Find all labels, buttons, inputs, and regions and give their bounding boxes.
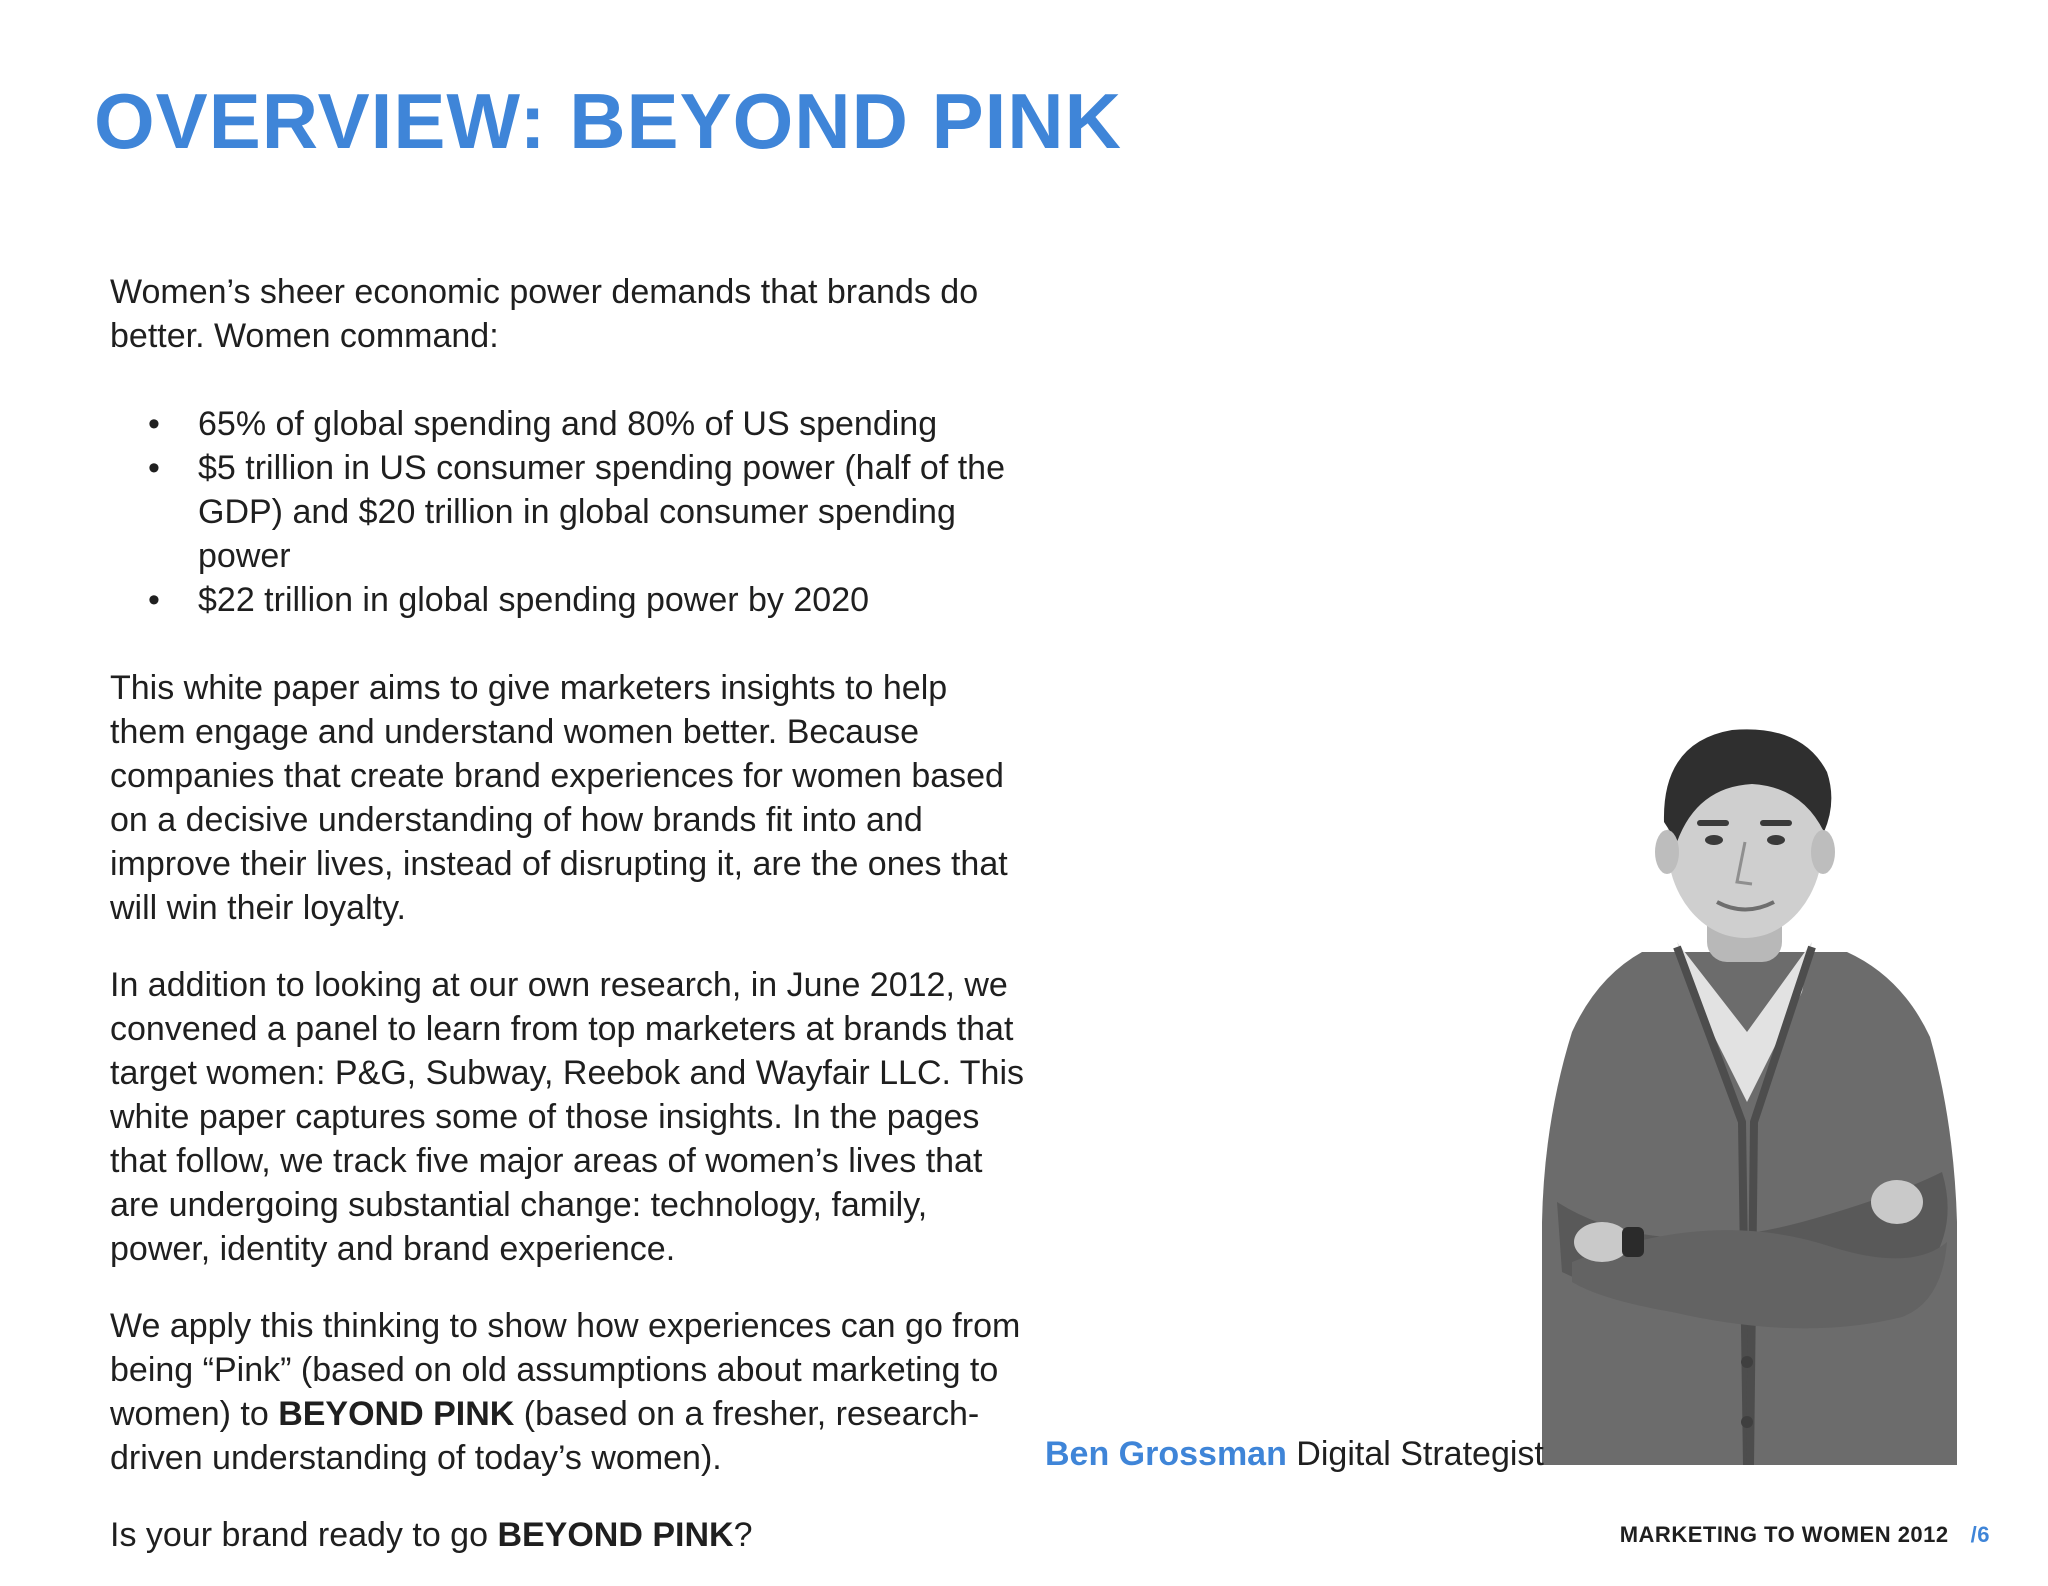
beyond-pink-emphasis: BEYOND PINK: [497, 1516, 734, 1554]
page-number: /6: [1970, 1522, 1990, 1547]
stats-list-item: • $22 trillion in global spending power by 2020: [198, 578, 1030, 622]
stats-list: [110, 402, 1030, 622]
research-paragraph: In addition to looking at our own research, in June 2012, we convened a panel to learn from top marketers at brands that target women: P&G, Subway, Reebok and Wayfair LLC. This white paper captures some of those insights. In the pages that follow, we track five major areas of women’s lives that are undergoing substantial change: technology, family, power, identity and brand experience.: [110, 966, 1025, 1268]
stats-list-item: • 65% of global spending and 80% of US spending: [198, 402, 1030, 446]
closing-text-end: ?: [733, 1516, 753, 1554]
approach-paragraph: [110, 1304, 1030, 1480]
purpose-paragraph: This white paper aims to give marketers insights to help them engage and understand women better. Because companies that create brand experiences for women based on a decisive understanding of how brands fit into and improve their lives, instead of disrupting it, are the ones that will win their loyalty.: [110, 669, 1008, 927]
portrait-photo: [1502, 702, 1972, 1465]
closing-question: [110, 1513, 1030, 1557]
person-name: Ben Grossman: [1045, 1435, 1287, 1473]
page-footer: [1620, 1522, 1990, 1548]
photo-caption: [1045, 1432, 1544, 1476]
beyond-pink-emphasis: BEYOND PINK: [278, 1395, 515, 1433]
watch-icon: [1622, 1227, 1644, 1257]
stats-list-item: • $5 trillion in US consumer spending power (half of the GDP) and $20 trillion in global consumer spending power: [198, 446, 1030, 578]
intro-paragraph: Women’s sheer economic power demands that brands do better. Women command:: [110, 273, 979, 355]
page-title: OVERVIEW: BEYOND PINK: [94, 77, 1122, 165]
document-title: MARKETING TO WOMEN 2012: [1619, 1522, 1949, 1547]
closing-text: Is your brand ready to go: [110, 1516, 498, 1554]
person-role: Digital Strategist: [1286, 1435, 1544, 1473]
approach-text-end: (based on a fresher, research-driven understanding of today’s women).: [110, 1395, 980, 1477]
approach-text: We apply this thinking to show how experiences can go from being “Pink” (based on old assumptions about marketing to women) to: [110, 1307, 1021, 1433]
body-text: [110, 270, 1030, 1557]
